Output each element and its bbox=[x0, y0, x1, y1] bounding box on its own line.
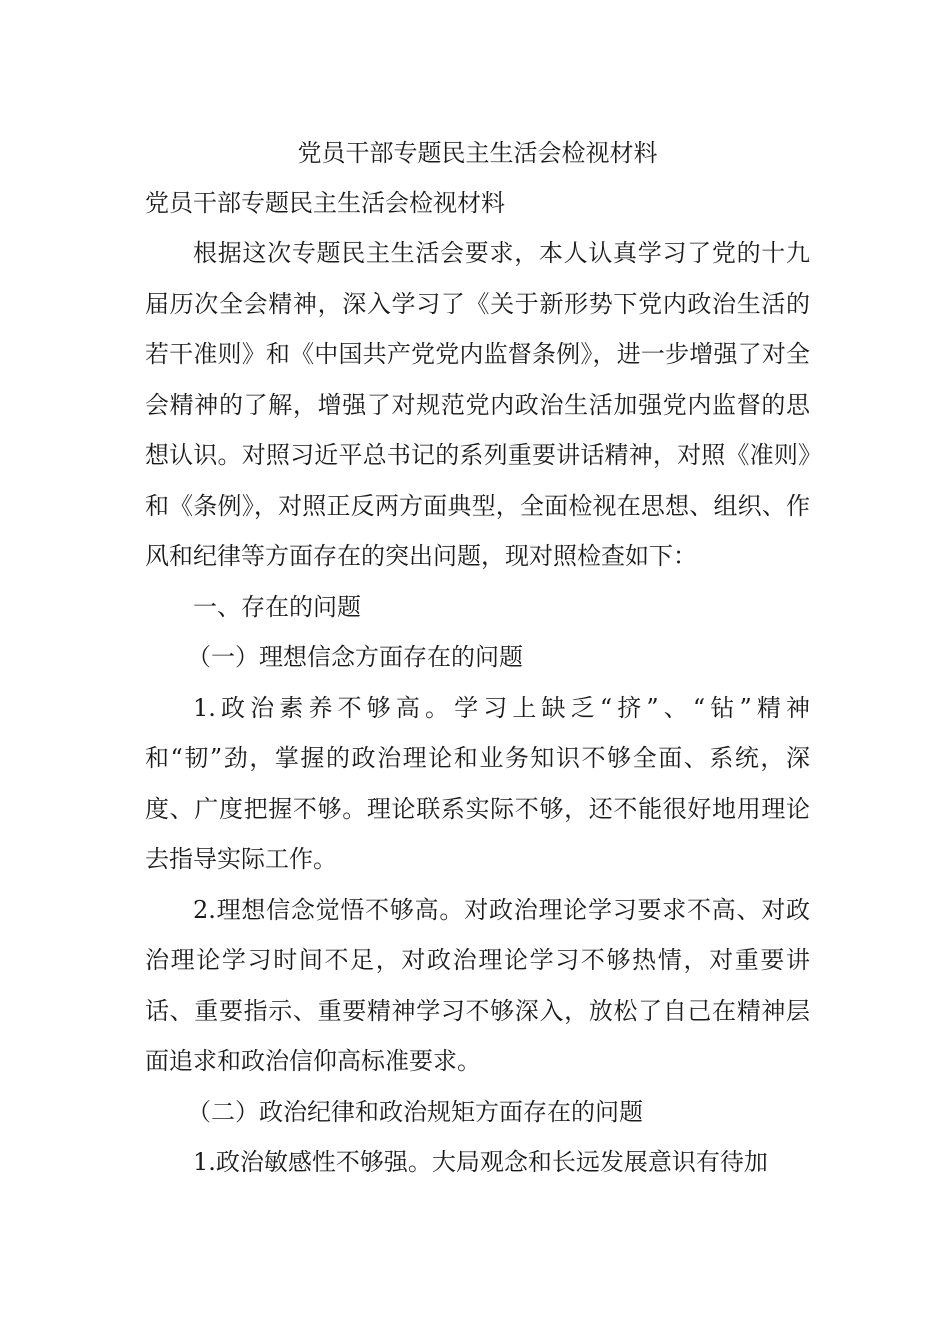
section-heading-1: 一、存在的问题 bbox=[193, 592, 361, 621]
subsection-heading-2: （二）政治纪律和政治规矩方面存在的问题 bbox=[187, 1097, 643, 1126]
item-paragraph-2-1: 1.政治敏感性不够强。大局观念和长远发展意识有待加 bbox=[193, 1148, 768, 1176]
subsection-heading-1: （一）理想信念方面存在的问题 bbox=[187, 643, 523, 671]
item-paragraph-1-1: 1.政治素养不够高。学习上缺乏“挤”、“钻”精神和“韧”劲，掌握的政治理论和业务知识不够全面、系统，深度、广度把握不够。理论联系实际不够，还不能很好地用理论去指导实际工作。 bbox=[145, 693, 810, 873]
intro-paragraph: 根据这次专题民主生活会要求，本人认真学习了党的十九届历次全会精神，深入学习了《关于新形势下党内政治生活的若干准则》和《中国共产党党内监督条例》，进一步增强了对全会精神的了解，增强了对规范党内政治生活加强党内监督的思想认识。对照习近平总书记的系列重要讲话精神，对照《准则》和《条例》，对照正反两方面典型，全面检视在思想、组织、作风和纪律等方面存在的突出问题，现对照检查如下： bbox=[145, 239, 810, 570]
document-subtitle: 党员干部专题民主生活会检视材料 bbox=[145, 189, 505, 217]
item-paragraph-1-2: 2.理想信念觉悟不够高。对政治理论学习要求不高、对政治理论学习时间不足，对政治理论学习不够热情，对重要讲话、重要指示、重要精神学习不够深入，放松了自己在精神层面追求和政治信仰高标准要求。 bbox=[145, 895, 810, 1075]
document-body bbox=[145, 128, 810, 1188]
document-title: 党员干部专题民主生活会检视材料 bbox=[297, 139, 658, 167]
